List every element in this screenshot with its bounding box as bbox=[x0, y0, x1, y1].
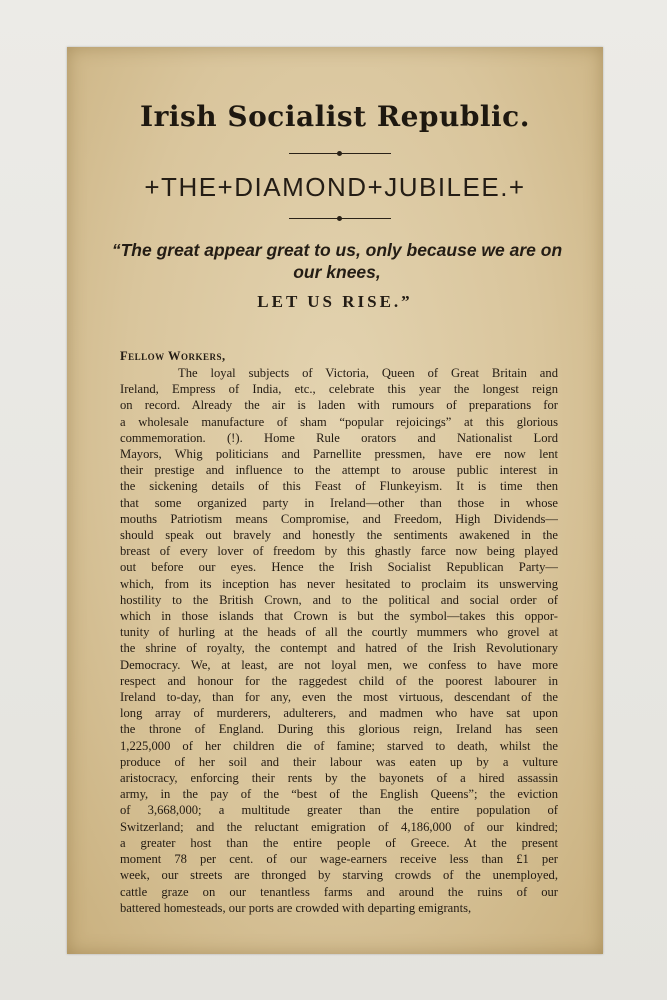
body-line: Mayors, Whig politicians and Parnellite pressmen, have ere now lent bbox=[120, 447, 558, 462]
body-line: out before our eyes. Hence the Irish Socialist Republican Party— bbox=[120, 560, 558, 575]
body-line: battered homesteads, our ports are crowded with departing emigrants, bbox=[120, 900, 472, 915]
body-line: produce of her soil and their labour was eaten up by a vulture bbox=[120, 754, 558, 769]
body-line: respect and honour for the raggedest child of the poorest labourer in bbox=[120, 673, 558, 688]
body-line: the shrine of royalty, the contempt and hatred of the Irish Revolutionary bbox=[120, 641, 558, 656]
body-line: moment 78 per cent. of our wage-earners receive less than £1 per bbox=[120, 852, 558, 867]
salutation: Fellow Workers, bbox=[120, 349, 226, 363]
body-line: Ireland to-day, than for any, even the most virtuous, descendant of the bbox=[120, 690, 558, 705]
body-line: on record. Already the air is laden with rumours of preparations for bbox=[120, 398, 558, 413]
title-rule bbox=[289, 153, 391, 154]
body-line: tunity of hurling at the heads of all the courtly mummers who grovel at bbox=[120, 625, 558, 640]
body-line: the throne of England. During this glorious reign, Ireland has seen bbox=[120, 722, 558, 737]
body-line: The loyal subjects of Victoria, Queen of Great Britain and bbox=[178, 366, 558, 380]
body-line: mouths Patriotism means Compromise, and Freedom, High Dividends— bbox=[120, 511, 558, 526]
body-line: commemoration. (!). Home Rule orators and Nationalist Lord bbox=[120, 430, 558, 445]
body-line: Ireland, Empress of India, etc., celebrate this year the longest reign bbox=[120, 382, 558, 397]
body-line: 1,225,000 of her children die of famine; starved to death, whilst the bbox=[120, 738, 558, 753]
body-line: the sickening details of this Feast of Flunkeyism. It is time then bbox=[120, 479, 558, 494]
body-line: which, from its inception has never hesitated to proclaim its unswerving bbox=[120, 576, 558, 591]
rule-ornament bbox=[337, 216, 342, 221]
body-line: a wholesale manufacture of sham “popular rejoicings” at this glorious bbox=[120, 414, 558, 429]
body-line: hostility to the British Crown, and to the political and social order of bbox=[120, 592, 558, 607]
pamphlet-subtitle: +THE+DIAMOND+JUBILEE.+ bbox=[144, 172, 526, 202]
body-line: a greater host than the entire people of Greece. At the present bbox=[120, 835, 558, 850]
pamphlet-page bbox=[67, 47, 603, 954]
body-line: cattle graze on our tenantless farms and around the ruins of our bbox=[120, 884, 558, 899]
body-line: army, in the pay of the “best of the English Queens”; the eviction bbox=[120, 787, 558, 802]
body-line: week, our streets are thronged by starving crowds of the unemployed, bbox=[120, 868, 558, 883]
subtitle-rule bbox=[289, 218, 391, 219]
body-line: of 3,668,000; a multitude greater than the entire population of bbox=[120, 803, 558, 818]
body-line: that some organized party in Ireland—other than those in whose bbox=[120, 495, 558, 510]
body-line: should speak out bravely and honestly the sentiments awakened in the bbox=[120, 528, 558, 543]
epigraph-quote: “The great appear great to us, only because we are on our knees, bbox=[111, 240, 563, 282]
body-line: their prestige and influence to the attempt to arouse public interest in bbox=[120, 463, 558, 478]
body-line: which in those islands that Crown is but the symbol—takes this oppor- bbox=[120, 609, 558, 624]
body-text bbox=[120, 365, 558, 916]
body-line: Switzerland; and the reluctant emigration of 4,186,000 of our kindred; bbox=[120, 819, 558, 834]
body-line: long array of murderers, adulterers, and madmen who have sat upon bbox=[120, 706, 558, 721]
pamphlet-title: Irish Socialist Republic. bbox=[140, 100, 530, 133]
epigraph-rise: LET US RISE.” bbox=[257, 292, 413, 311]
body-line: Democracy. We, at least, are not loyal men, we confess to have more bbox=[120, 657, 558, 672]
body-line: breast of every lover of freedom by this ghastly farce now being played bbox=[120, 544, 558, 559]
rule-ornament bbox=[337, 151, 342, 156]
body-line: aristocracy, enforcing their rents by the bayonets of a hired assassin bbox=[120, 771, 558, 786]
